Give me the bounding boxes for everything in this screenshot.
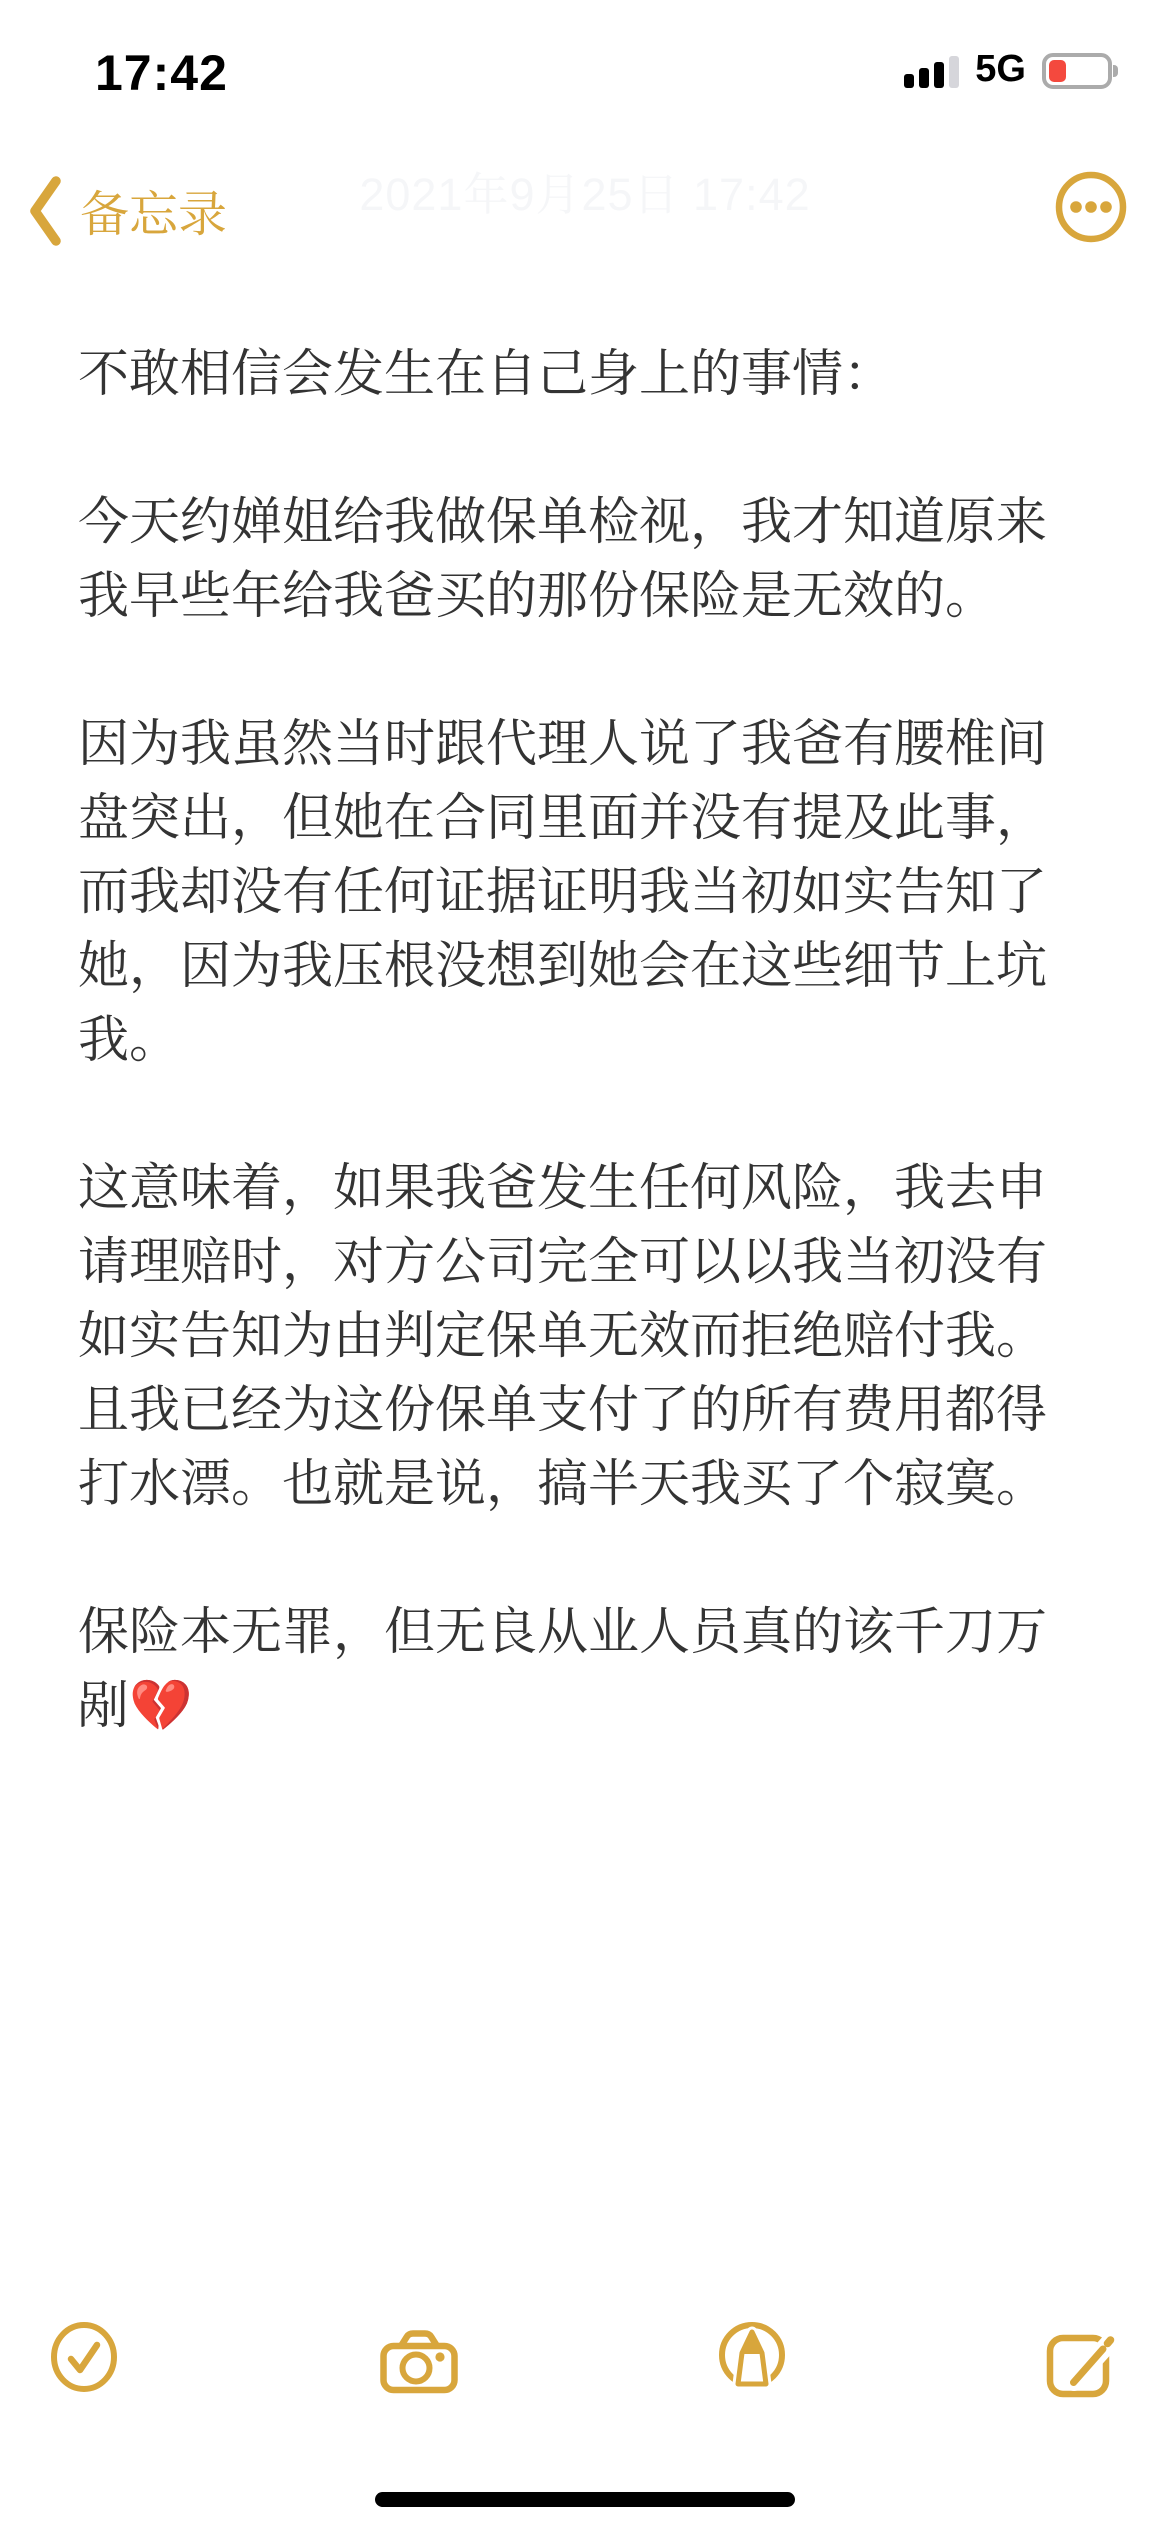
battery-icon	[1042, 53, 1122, 89]
time-label: 17:42	[95, 45, 228, 101]
checkmark-circle-icon	[50, 2322, 118, 2392]
battery-fill	[1049, 60, 1066, 82]
camera-icon	[380, 2330, 458, 2394]
markup-button[interactable]	[718, 2322, 786, 2394]
nav-bar	[0, 150, 1170, 270]
network-label: 5G	[975, 48, 1026, 90]
camera-button[interactable]	[380, 2330, 458, 2394]
checklist-button[interactable]	[50, 2322, 118, 2392]
note-content[interactable]	[78, 337, 1078, 1817]
ellipsis-circle-icon	[1054, 170, 1128, 244]
markup-pen-icon	[718, 2322, 786, 2394]
note-paragraph: 这意味着，如果我爸发生任何风险，我去申请理赔时，对方公司完全可以以我当初没有如实告知为由判定保单无效而拒绝赔付我。且我已经为这份保单支付了的所有费用都得打水漂。也就是说，搞半天我买了个寂寞。	[78, 1159, 1048, 1512]
chevron-left-icon	[26, 174, 62, 248]
note-paragraph: 今天约婵姐给我做保单检视，我才知道原来我早些年给我爸买的那份保险是无效的。	[78, 493, 1048, 624]
home-indicator[interactable]	[375, 2492, 795, 2507]
compose-button[interactable]	[1046, 2324, 1120, 2398]
battery-cap	[1113, 65, 1118, 77]
note-date-header: 2021年9月25日 17:42	[359, 169, 811, 220]
note-paragraph: 不敢相信会发生在自己身上的事情：	[78, 345, 895, 402]
status-bar	[0, 0, 1170, 120]
note-paragraph: 因为我虽然当时跟代理人说了我爸有腰椎间盘突出，但她在合同里面并没有提及此事，而我却没有任何证据证明我当初如实告知了她，因为我压根没想到她会在这些细节上坑我。	[78, 715, 1048, 1068]
cellular-signal-icon	[904, 55, 959, 88]
note-paragraph: 保险本无罪，但无良从业人员真的该千刀万剐💔	[78, 1603, 1048, 1734]
bottom-toolbar	[0, 2322, 1170, 2412]
compose-icon	[1046, 2324, 1120, 2398]
back-button[interactable]	[26, 174, 227, 248]
more-button[interactable]	[1054, 170, 1128, 244]
back-label: 备忘录	[80, 188, 228, 242]
